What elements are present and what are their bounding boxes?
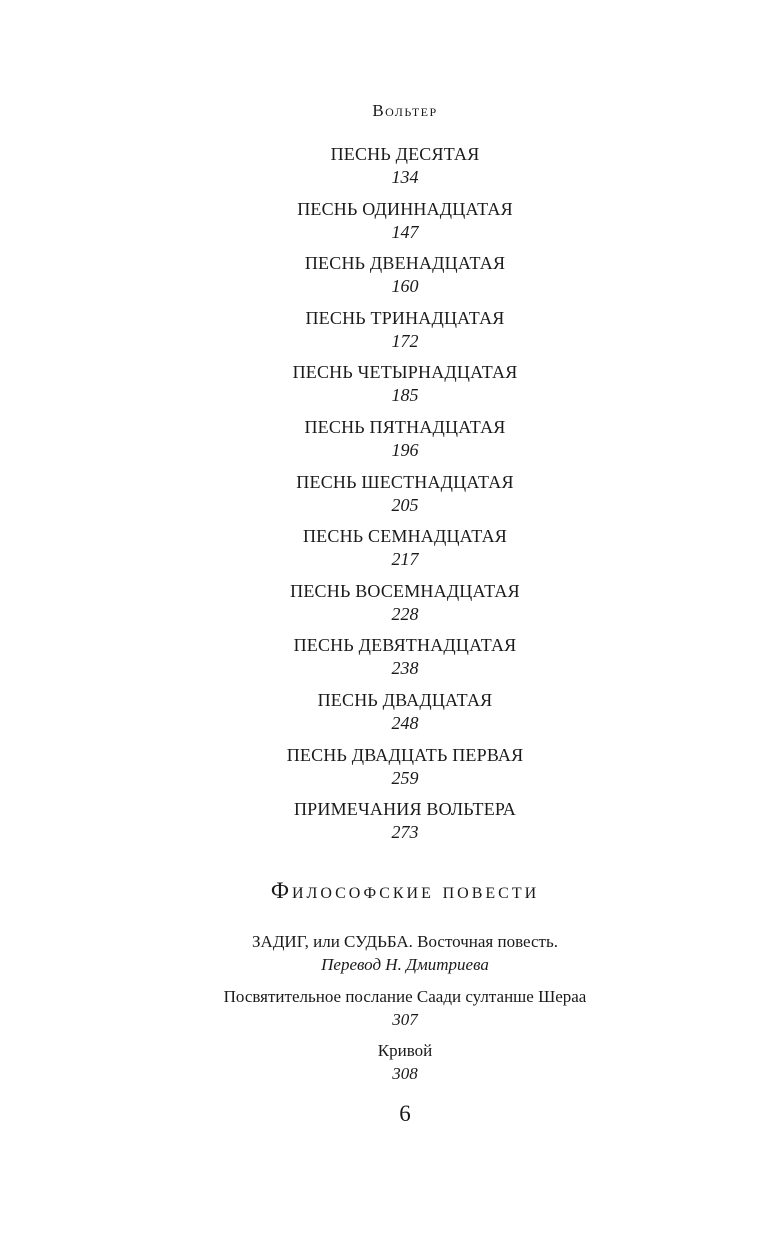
toc-entry-page: 134 [391, 167, 419, 187]
sub-toc-entry [21, 1040, 768, 1095]
toc-entry [21, 307, 768, 362]
toc-entry-page: 205 [391, 494, 419, 515]
toc-entry-page: 238 [391, 658, 419, 679]
sub-toc-entry-title: ЗАДИГ, или СУДЬБА. Восточная повесть. [252, 932, 558, 951]
toc-entry-title: ПЕСНЬ ОДИННАДЦАТАЯ [297, 198, 513, 219]
toc-entry-title: ПЕСНЬ ШЕСТНАДЦАТАЯ [296, 471, 514, 492]
toc-entry [21, 252, 768, 307]
toc-entry [21, 744, 768, 799]
page-number: 6 [399, 1101, 411, 1126]
toc-entry-page: 147 [391, 221, 419, 242]
sub-toc-list [21, 931, 768, 1095]
sub-toc-entry-translator: Перевод Н. Дмитриева [321, 955, 489, 974]
toc-entry-page: 228 [391, 603, 419, 624]
toc-entry [21, 689, 768, 744]
toc-entry-page: 259 [391, 767, 419, 788]
toc-entry [21, 143, 768, 198]
toc-entry-page: 172 [391, 330, 419, 351]
toc-entry-page: 196 [391, 439, 419, 460]
running-head: Вольтер [372, 101, 438, 120]
toc-entry-title: ПЕСНЬ ДВЕНАДЦАТАЯ [304, 253, 506, 274]
toc-entry-title: ПРИМЕЧАНИЯ ВОЛЬТЕРА [293, 799, 516, 820]
toc-entry [21, 198, 768, 253]
section-heading: Философские повести [270, 878, 540, 903]
toc-entry-page: 248 [391, 712, 419, 733]
sub-toc-entry-page: 308 [392, 1064, 418, 1084]
toc-entry [21, 634, 768, 689]
sub-toc-entry-page: 307 [392, 1009, 418, 1029]
toc-entry-title: ПЕСНЬ ТРИНАДЦАТАЯ [305, 307, 505, 328]
sub-toc-entry-title: Кривой [377, 1041, 433, 1061]
toc-entry-page: 217 [391, 549, 419, 570]
toc-entry [21, 416, 768, 471]
toc-entry-title: ПЕСНЬ СЕМНАДЦАТАЯ [302, 526, 508, 547]
toc-entry-page: 160 [391, 276, 419, 297]
toc-entry-title: ПЕСНЬ ПЯТНАДЦАТАЯ [304, 416, 506, 437]
sub-toc-entry [21, 931, 768, 986]
toc-entry-title: ПЕСНЬ ДВАДЦАТЬ ПЕРВАЯ [286, 744, 524, 765]
toc-entry [21, 580, 768, 635]
sub-toc-entry-title: Посвятительное послание Саади султанше Шераа [223, 986, 587, 1006]
toc-entry [21, 471, 768, 526]
toc-entry-title: ПЕСНЬ ЧЕТЫРНАДЦАТАЯ [292, 362, 518, 383]
sub-toc-entry [21, 986, 768, 1041]
toc-entry-title: ПЕСНЬ ВОСЕМНАДЦАТАЯ [290, 580, 520, 601]
toc-entry-title: ПЕСНЬ ДВАДЦАТАЯ [317, 689, 493, 710]
toc-entry [21, 798, 768, 853]
toc-entry-title: ПЕСНЬ ДЕВЯТНАДЦАТАЯ [293, 635, 517, 656]
toc-entry-title: ПЕСНЬ ДЕСЯТАЯ [330, 144, 480, 164]
toc-entry [21, 361, 768, 416]
toc-entry [21, 525, 768, 580]
toc-entry-page: 273 [391, 822, 419, 843]
toc-list [21, 143, 768, 853]
toc-entry-page: 185 [391, 385, 419, 406]
